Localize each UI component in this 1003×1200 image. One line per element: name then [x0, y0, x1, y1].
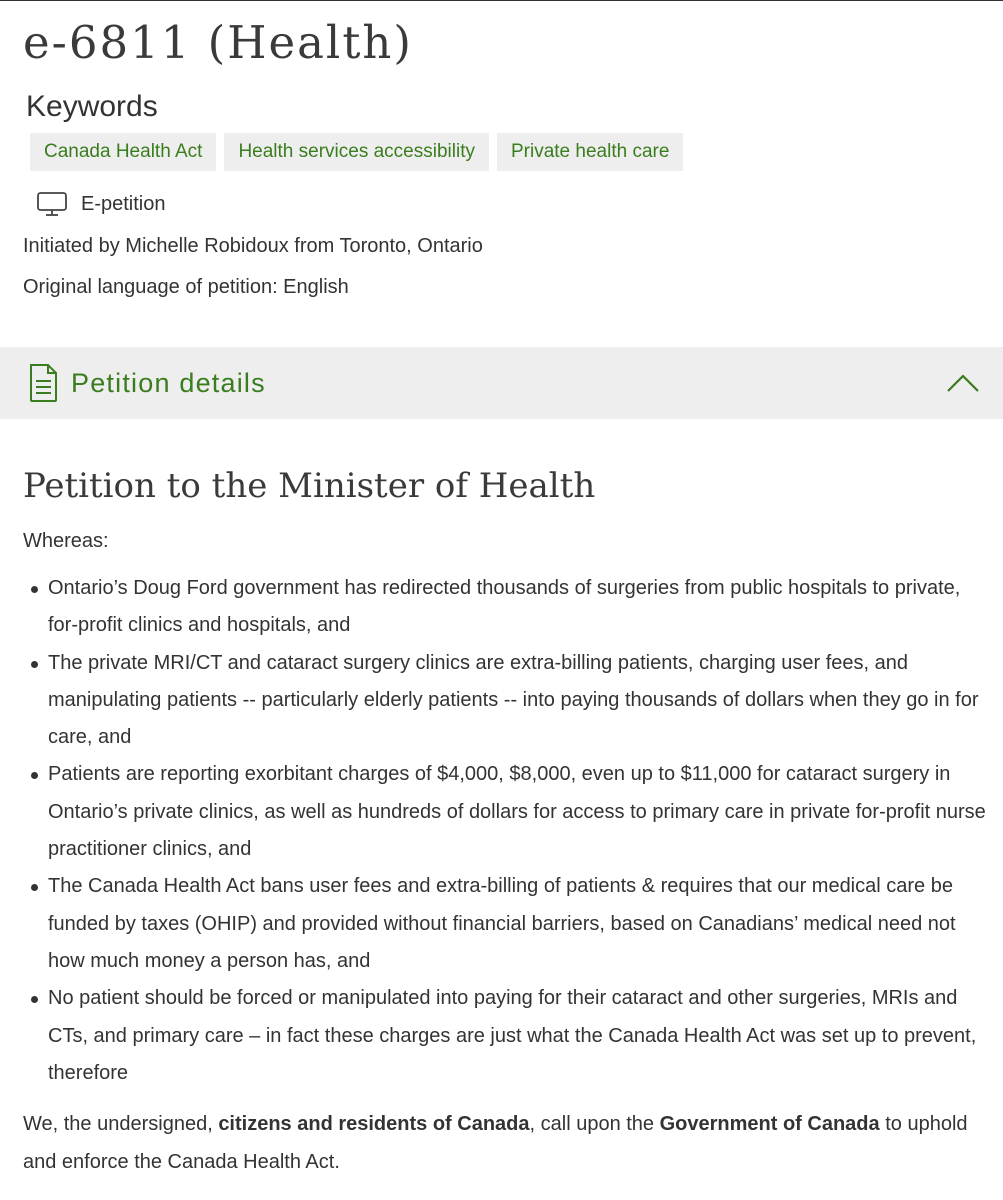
keywords-list	[30, 133, 683, 171]
keyword-private-health-care[interactable]: Private health care	[497, 133, 683, 171]
list-item: The private MRI/CT and cataract surgery clinics are extra-billing patients, charging user fees, and manipulating patients -- particularly elderly patients -- into paying thousands of dollars when they go in for care, and	[48, 645, 988, 757]
closing-bold-1: citizens and residents of Canada	[218, 1113, 530, 1135]
document-icon	[28, 363, 58, 403]
petition-title: Petition to the Minister of Health	[23, 466, 596, 506]
computer-monitor-icon	[36, 191, 68, 217]
closing-text-3: to uphold and enforce the Canada Health Act.	[23, 1113, 968, 1173]
petition-type	[36, 191, 166, 217]
whereas-clauses	[48, 570, 988, 1092]
closing-bold-2: Government of Canada	[659, 1113, 880, 1135]
page-title: e-6811 (Health)	[23, 16, 413, 69]
closing-text-1: We, the undersigned,	[23, 1113, 219, 1135]
keywords-heading: Keywords	[26, 90, 158, 123]
petition-type-label: E-petition	[81, 192, 166, 215]
list-item: No patient should be forced or manipulated into paying for their cataract and other surgeries, MRIs and CTs, and primary care – in fact these charges are just what the Canada Health Act was set up to prevent, therefore	[48, 980, 988, 1092]
initiator-info: Initiated by Michelle Robidoux from Toronto, Ontario	[23, 235, 483, 257]
list-item: Patients are reporting exorbitant charges of $4,000, $8,000, even up to $11,000 for cataract surgery in Ontario’s private clinics, as well as hundreds of dollars for access to primary care in private for-profit nurse practitioner clinics, and	[48, 756, 988, 868]
keyword-health-services-accessibility[interactable]: Health services accessibility	[224, 133, 489, 171]
list-item: Ontario’s Doug Ford government has redirected thousands of surgeries from public hospitals to private, for-profit clinics and hospitals, and	[48, 570, 988, 645]
petition-details-label: Petition details	[71, 368, 266, 398]
whereas-label: Whereas:	[23, 530, 109, 552]
petition-details-toggle[interactable]	[0, 347, 1003, 419]
prayer-paragraph	[23, 1106, 983, 1181]
chevron-up-icon[interactable]	[946, 373, 980, 393]
original-language-info: Original language of petition: English	[23, 276, 349, 298]
keyword-canada-health-act[interactable]: Canada Health Act	[30, 133, 216, 171]
closing-text-2: , call upon the	[529, 1113, 660, 1135]
list-item: The Canada Health Act bans user fees and extra-billing of patients & requires that our medical care be funded by taxes (OHIP) and provided without financial barriers, based on Canadians’ medical need not how much money a person has, and	[48, 868, 988, 980]
